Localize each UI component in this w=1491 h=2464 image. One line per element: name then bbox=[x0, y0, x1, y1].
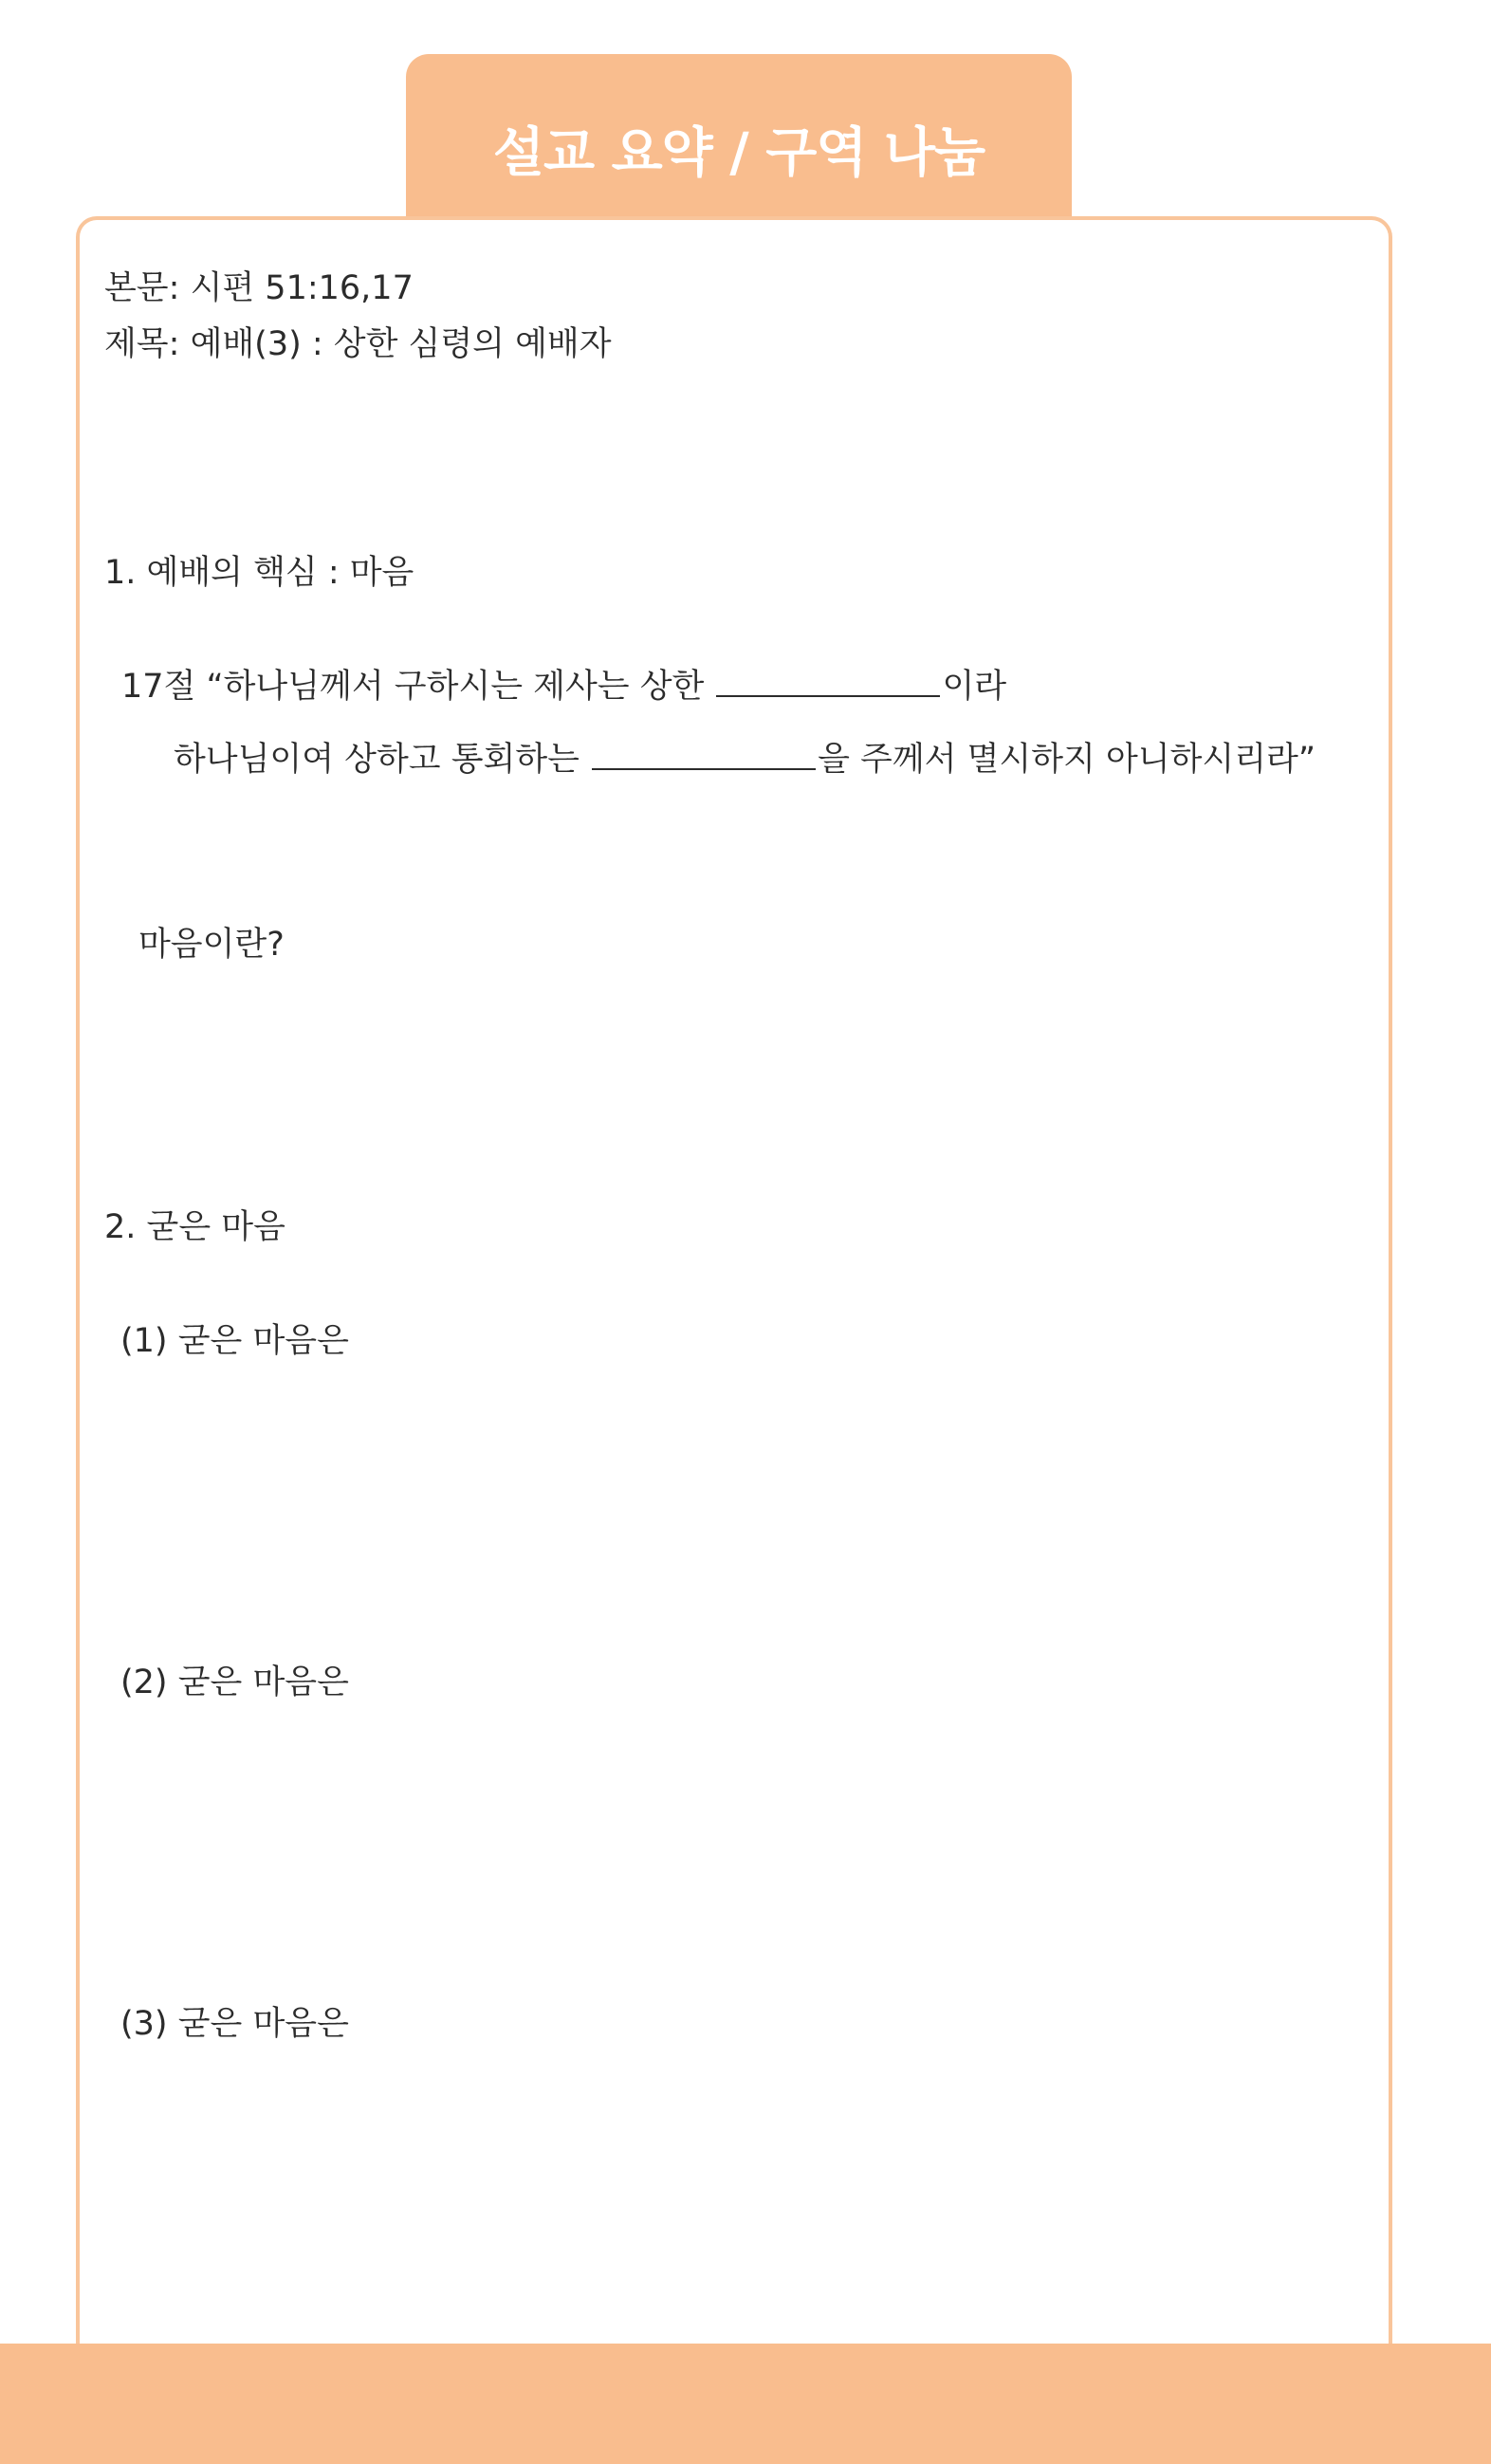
section2-heading: 2. 굳은 마음 bbox=[104, 1208, 285, 1246]
verse-line-1-before: 17절 “하나님께서 구하시는 제사는 상한 bbox=[121, 668, 705, 706]
hard-heart-item-3: (3) 굳은 마음은 bbox=[120, 2005, 349, 2043]
footer-band bbox=[0, 2344, 1491, 2464]
hard-heart-item-1: (1) 굳은 마음은 bbox=[120, 1322, 349, 1360]
passage-text: 시편 51:16,17 bbox=[190, 269, 414, 307]
verse-line-1-after: 이라 bbox=[942, 668, 1007, 706]
sermon-title-line bbox=[104, 323, 612, 365]
verse-line-1 bbox=[121, 666, 1006, 708]
fill-blank-1[interactable] bbox=[716, 671, 940, 697]
passage-label: 본문: bbox=[104, 269, 180, 307]
fill-blank-2[interactable] bbox=[592, 744, 816, 770]
sermon-title-text: 예배(3) : 상한 심령의 예배자 bbox=[190, 325, 612, 363]
title-tab bbox=[406, 54, 1072, 223]
heart-question: 마음이란? bbox=[138, 926, 285, 964]
sermon-title-label: 제목: bbox=[104, 325, 180, 363]
content-frame bbox=[76, 216, 1392, 2398]
page-title: 설교 요약 / 구역 나눔 bbox=[492, 122, 985, 184]
verse-line-2-before: 하나님이여 상하고 통회하는 bbox=[174, 741, 580, 779]
hard-heart-item-2: (2) 굳은 마음은 bbox=[120, 1664, 349, 1701]
section1-heading: 1. 예배의 핵심 : 마음 bbox=[104, 554, 414, 592]
verse-line-2-after: 을 주께서 멸시하지 아니하시리라” bbox=[818, 741, 1316, 779]
passage-line bbox=[104, 267, 414, 309]
verse-line-2 bbox=[174, 739, 1316, 781]
